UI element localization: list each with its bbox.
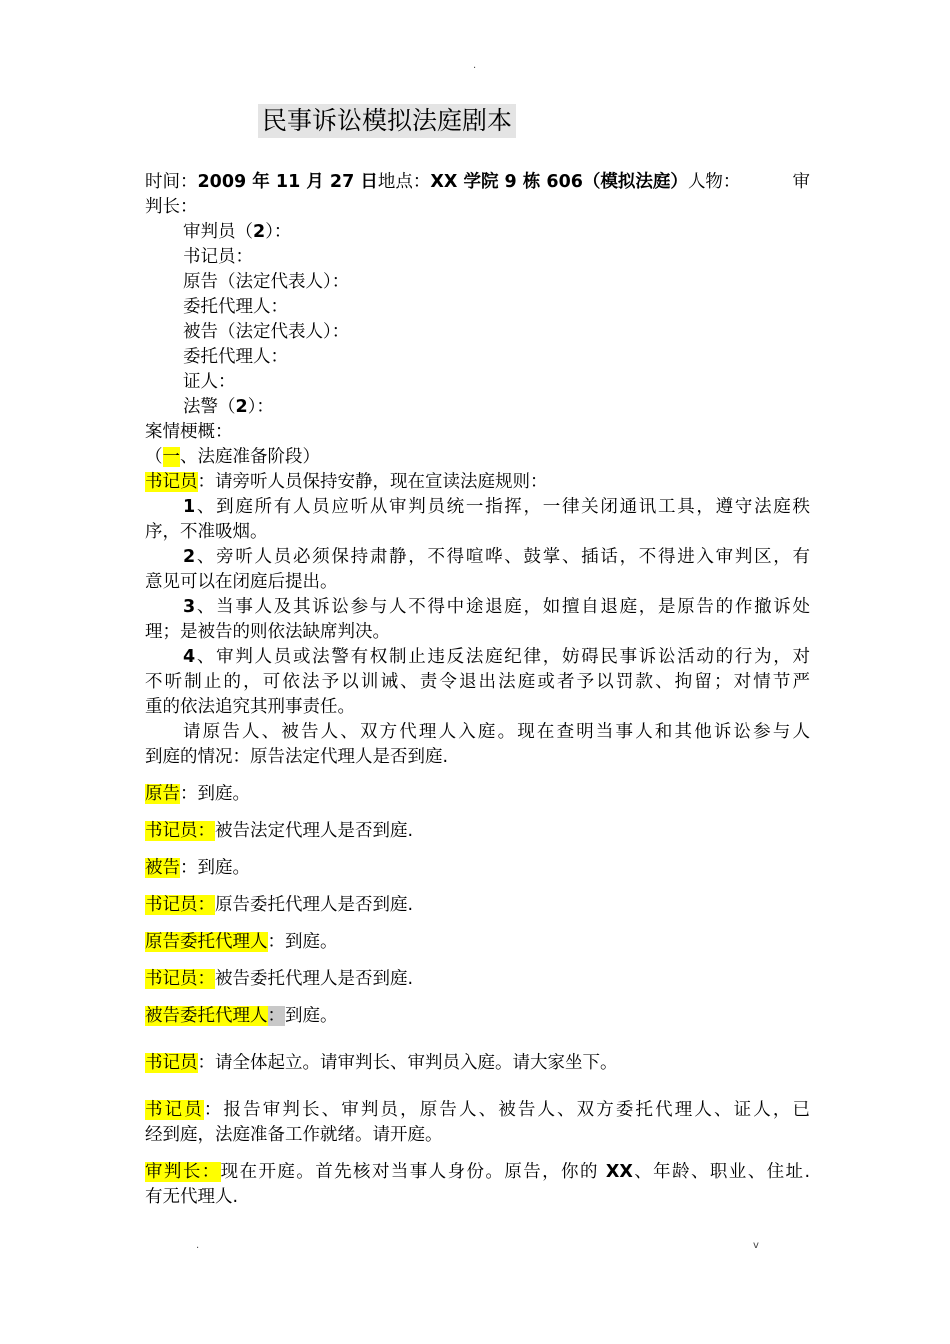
speaker-label: 原告 (145, 784, 180, 804)
role-item: 书记员： (183, 247, 253, 267)
people-label: 人物： (687, 172, 741, 192)
rule-closing: 请原告人、被告人、双方代理人入庭。现在查明当事人和其他诉讼参与人 (183, 722, 810, 742)
role-item: 证人： (183, 372, 236, 392)
chief-label-a: 审 (792, 172, 810, 192)
dialogue-line: 被告：到庭。 (145, 858, 250, 878)
role-item: 委托代理人： (183, 297, 288, 317)
dialogue-line: 书记员：原告委托代理人是否到庭. (145, 895, 414, 915)
time-label: 时间： (145, 172, 198, 192)
dialogue-line: 审判长：现在开庭。首先核对当事人身份。原告，你的 XX、年龄、职业、住址. (145, 1162, 811, 1182)
speaker-label: 被告委托代理人 (145, 1006, 268, 1026)
rule-line: 理；是被告的则依法缺席判决。 (145, 622, 390, 642)
role-item: 原告（法定代表人）： (183, 272, 350, 292)
dialogue-line-cont: 经到庭，法庭准备工作就绪。请开庭。 (145, 1125, 443, 1145)
speaker-label: 书记员： (145, 821, 215, 841)
stage-heading: （一、法庭准备阶段） (145, 447, 320, 467)
place-value: XX 学院 9 栋 606（模拟法庭） (430, 172, 688, 192)
rule-line: 3、当事人及其诉讼参与人不得中途退庭，如擅自退庭，是原告的作撤诉处 (183, 597, 810, 617)
time-value: 2009 年 11 月 27 日 (197, 172, 378, 192)
role-item: 委托代理人： (183, 347, 288, 367)
dialogue-line: 原告委托代理人：到庭。 (145, 932, 338, 952)
case-summary-label: 案情梗概： (145, 422, 233, 442)
speaker-label: 书记员： (145, 895, 215, 915)
dialogue-line: 书记员：被告法定代理人是否到庭. (145, 821, 414, 841)
dialogue-line: 被告委托代理人：到庭。 (145, 1006, 338, 1026)
court-rules (145, 495, 810, 770)
rule-line: 重的依法追究其刑事责任。 (145, 697, 355, 717)
chief-label-b: 判长： (145, 197, 198, 217)
rule-line: 序，不准吸烟。 (145, 522, 268, 542)
rule-line: 1、到庭所有人员应听从审判员统一指挥，一律关闭通讯工具，遵守法庭秩 (183, 497, 810, 517)
clerk-intro: 书记员：请旁听人员保持安静，现在宣读法庭规则： (145, 472, 548, 492)
speaker-label: 书记员 (145, 1053, 198, 1073)
rule-line: 不听制止的，可依法予以训诫、责令退出法庭或者予以罚款、拘留；对情节严 (145, 672, 810, 692)
document-body (145, 170, 810, 1210)
dialogue-line-cont: 有无代理人. (145, 1187, 239, 1207)
dialogue-line: 书记员：请全体起立。请审判长、审判员入庭。请大家坐下。 (145, 1053, 618, 1073)
speaker-label: 审判长： (145, 1162, 221, 1182)
page-mark-bottom-left: . (196, 1240, 200, 1251)
dialogue-line: 原告：到庭。 (145, 784, 250, 804)
rule-line: 4、审判人员或法警有权制止违反法庭纪律，妨碍民事诉讼活动的行为，对 (183, 647, 810, 667)
rule-closing: 到庭的情况：原告法定代理人是否到庭. (145, 747, 449, 767)
speaker-label: 书记员 (145, 1100, 204, 1120)
speaker-label: 原告委托代理人 (145, 932, 268, 952)
rule-line: 意见可以在闭庭后提出。 (145, 572, 338, 592)
speaker-label: 被告 (145, 858, 180, 878)
header-line (145, 170, 810, 195)
speaker-label: 书记员 (145, 472, 198, 492)
role-item: 法警（2）： (183, 397, 274, 417)
speaker-label: 书记员： (145, 969, 215, 989)
role-list (145, 220, 810, 420)
dialogue-line: 书记员：被告委托代理人是否到庭. (145, 969, 414, 989)
role-item: 审判员（2）： (183, 222, 292, 242)
page-title: 民事诉讼模拟法庭剧本 (258, 104, 516, 138)
rule-line: 2、旁听人员必须保持肃静，不得喧哗、鼓掌、插话，不得进入审判区，有 (183, 547, 810, 567)
page-mark-top: . (473, 60, 477, 71)
dialogue-line: 书记员：报告审判长、审判员，原告人、被告人、双方委托代理人、证人，已 (145, 1100, 811, 1120)
place-label: 地点： (377, 172, 431, 192)
page-mark-bottom-right: v (753, 1240, 759, 1251)
role-item: 被告（法定代表人）： (183, 322, 350, 342)
